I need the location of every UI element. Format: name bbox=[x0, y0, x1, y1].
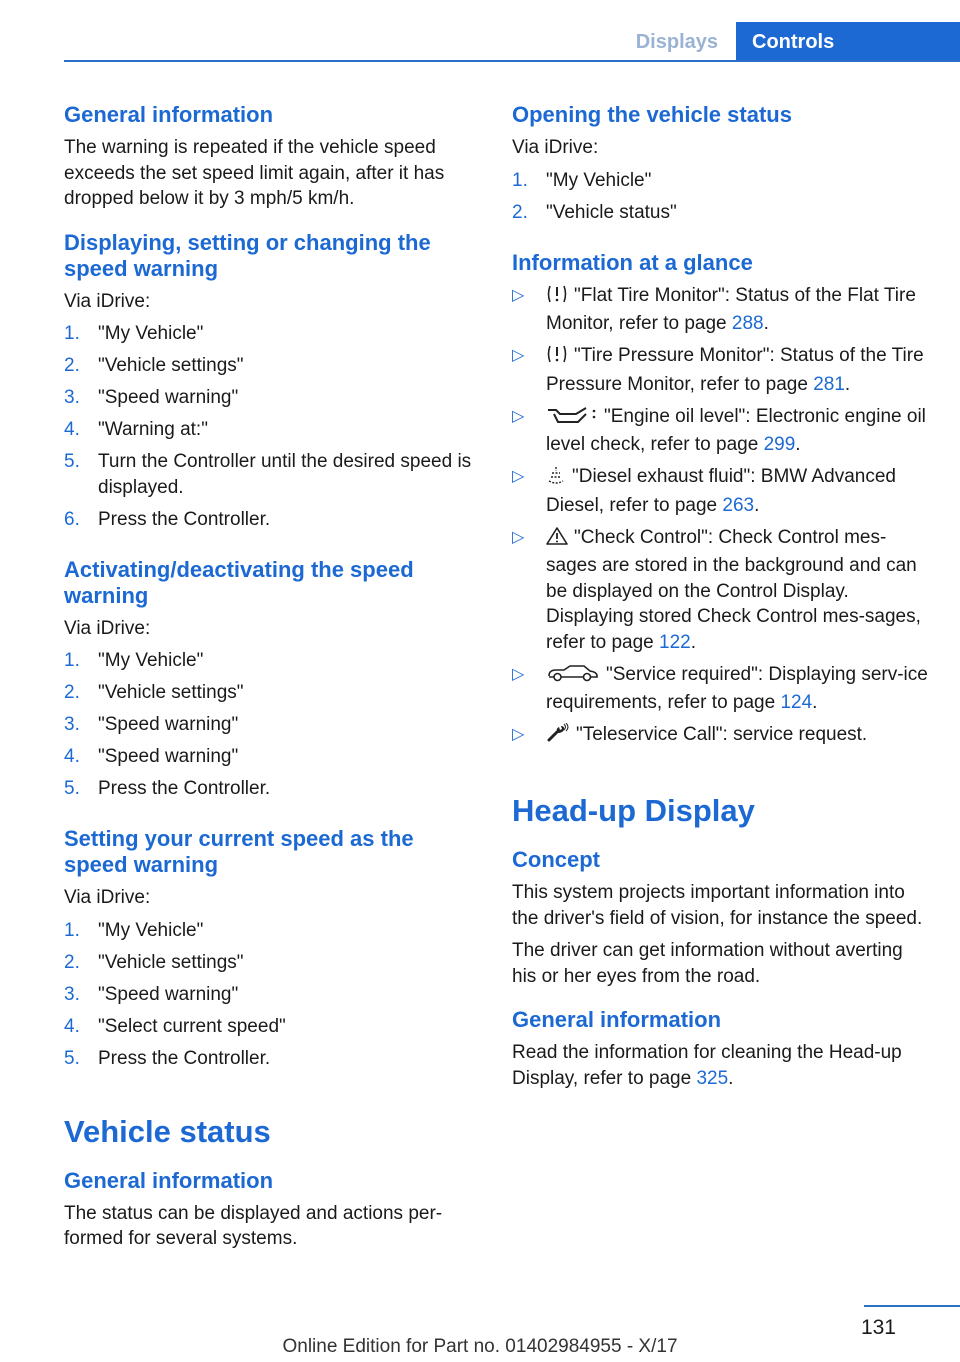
paragraph: The status can be displayed and actions per-formed for several systems. bbox=[64, 1202, 443, 1249]
edition-footer: Online Edition for Part no. 01402984955 - X/17 bbox=[282, 1336, 678, 1357]
list-item bbox=[64, 449, 478, 500]
flat-tire-icon bbox=[546, 284, 568, 312]
list-item bbox=[64, 648, 478, 674]
section-title: Information at a glance bbox=[512, 249, 753, 275]
tire-pressure-icon bbox=[546, 344, 568, 372]
paragraph: The warning is repeated if the vehicle speed exceeds the set speed limit again, after it has dropped below it by 3 mph/5 km/h. bbox=[64, 137, 445, 209]
bullet-triangle-icon: ▷ bbox=[512, 286, 525, 304]
steps-list bbox=[64, 918, 478, 1072]
list-number: 5. bbox=[64, 451, 80, 472]
page-link[interactable]: 124 bbox=[780, 692, 813, 713]
via-label: Via iDrive: bbox=[512, 137, 599, 158]
section-title: General information bbox=[64, 102, 274, 127]
warning-triangle-icon bbox=[546, 526, 568, 554]
list-item bbox=[64, 353, 478, 379]
list-text: "My Vehicle" bbox=[98, 650, 204, 671]
list-text: "Speed warning" bbox=[98, 387, 239, 408]
page-link[interactable]: 263 bbox=[722, 494, 755, 516]
tab-controls[interactable]: Controls bbox=[736, 22, 960, 62]
list-item bbox=[64, 385, 478, 411]
list-item: ▷ "Service required": Displaying serv-ice requirements, refer to page 124. bbox=[512, 663, 928, 713]
list-text: "Speed warning" bbox=[98, 983, 239, 1005]
section-title: Setting your current speed as the speed warning bbox=[64, 826, 414, 877]
paragraph: This system projects important information into the driver's field of vision, for instance the speed. bbox=[512, 882, 923, 929]
tab-displays[interactable]: Displays bbox=[635, 31, 718, 53]
list-number: 1. bbox=[64, 650, 80, 671]
page-link[interactable]: 325 bbox=[696, 1067, 729, 1089]
list-number: 2. bbox=[64, 682, 80, 703]
list-number: 3. bbox=[64, 714, 80, 735]
list-text: "Speed warning" bbox=[98, 714, 239, 735]
list-item bbox=[64, 982, 478, 1008]
list-text: "My Vehicle" bbox=[546, 169, 652, 191]
list-item bbox=[512, 200, 928, 226]
list-number: 4. bbox=[64, 746, 80, 767]
list-number: 2. bbox=[64, 951, 80, 973]
section-title: Opening the vehicle status bbox=[512, 102, 792, 127]
via-label: Via iDrive: bbox=[64, 617, 151, 639]
list-text: Turn the Controller until the desired speed is displayed. bbox=[98, 451, 472, 498]
list-text: "Diesel exhaust fluid": BMW Advanced Diesel, refer to page bbox=[546, 466, 896, 516]
steps-list bbox=[512, 168, 928, 226]
list-number: 4. bbox=[64, 419, 80, 440]
list-number: 1. bbox=[64, 919, 80, 941]
list-item: ▷ "Tire Pressure Monitor": Status of the Tire Pressure Monitor, refer to page 281. bbox=[512, 345, 924, 395]
paragraph: The driver can get information without averting his or her eyes from the road. bbox=[512, 940, 903, 987]
list-item: ▷ "Check Control": Check Control mes-sages are stored in the background and can be displayed on the Control Display. Displaying stored Check Control mes-sages, refer to page 122. bbox=[512, 526, 921, 653]
page-header bbox=[0, 0, 960, 62]
page-link[interactable]: 299 bbox=[763, 434, 796, 455]
steps-list bbox=[64, 648, 478, 802]
list-item bbox=[64, 712, 478, 738]
list-number: 3. bbox=[64, 387, 80, 408]
list-item: ▷ "Diesel exhaust fluid": BMW Advanced Diesel, refer to page 263. bbox=[512, 466, 896, 516]
list-item bbox=[64, 507, 478, 533]
page-link[interactable]: 281 bbox=[813, 373, 845, 395]
list-number: 1. bbox=[512, 169, 528, 191]
list-text: Press the Controller. bbox=[98, 1047, 271, 1069]
list-number: 5. bbox=[64, 778, 80, 799]
list-text: "Check Control": Check Control mes-sages are stored in the background and can be displayed on the Control Display. Displaying stored Check Control mes-sages, refer to page bbox=[546, 526, 921, 653]
oil-can-icon bbox=[546, 405, 598, 433]
list-item bbox=[64, 1046, 478, 1072]
list-item bbox=[512, 722, 928, 751]
glance-list bbox=[512, 283, 928, 751]
right-column bbox=[512, 102, 928, 1091]
list-text: "Engine oil level": Electronic engine oil level check, refer to page bbox=[546, 405, 926, 455]
list-number: 2. bbox=[512, 201, 528, 223]
list-item bbox=[64, 918, 478, 944]
list-number: 6. bbox=[64, 508, 80, 530]
list-item bbox=[64, 417, 478, 443]
bullet-triangle-icon: ▷ bbox=[512, 528, 525, 546]
list-number: 2. bbox=[64, 355, 80, 376]
bullet-triangle-icon: ▷ bbox=[512, 468, 525, 485]
list-text: "Tire Pressure Monitor": Status of the Tire Pressure Monitor, refer to page bbox=[546, 345, 924, 395]
list-text: "Speed warning" bbox=[98, 746, 239, 767]
list-item bbox=[64, 1014, 478, 1040]
paragraph-text: Read the information for cleaning the Head-up Display, refer to page bbox=[512, 1042, 902, 1089]
list-number: 3. bbox=[64, 983, 80, 1005]
chapter-title: Vehicle status bbox=[64, 1113, 271, 1149]
list-text: "Vehicle settings" bbox=[98, 682, 244, 703]
list-item bbox=[64, 950, 478, 976]
page-number: 131 bbox=[860, 1316, 896, 1339]
list-text: Press the Controller. bbox=[98, 508, 271, 530]
via-label: Via iDrive: bbox=[64, 887, 151, 908]
list-number: 5. bbox=[64, 1047, 80, 1069]
section-title: Activating/deactivating the speed warning bbox=[64, 556, 414, 608]
steps-list bbox=[64, 321, 478, 532]
service-car-icon bbox=[546, 663, 600, 691]
page-link[interactable]: 288 bbox=[731, 313, 764, 334]
list-text: "Flat Tire Monitor": Status of the Flat Tire Monitor, refer to page bbox=[546, 284, 916, 334]
list-item bbox=[64, 680, 478, 706]
list-text: "Select current speed" bbox=[98, 1015, 286, 1037]
section-title: Displaying, setting or changing the speed warning bbox=[64, 229, 431, 281]
section-title: Concept bbox=[512, 847, 600, 872]
list-item bbox=[64, 744, 478, 770]
list-text: "Vehicle settings" bbox=[98, 355, 244, 376]
list-number: 4. bbox=[64, 1015, 80, 1037]
left-column bbox=[64, 102, 478, 1252]
header-rule bbox=[64, 60, 960, 62]
page-link[interactable]: 122 bbox=[659, 631, 691, 653]
paragraph: Read the information for cleaning the Head-up Display, refer to page 325. bbox=[512, 1042, 902, 1089]
list-text: Press the Controller. bbox=[98, 778, 271, 799]
bullet-triangle-icon: ▷ bbox=[512, 726, 525, 743]
via-label: Via iDrive: bbox=[64, 290, 151, 312]
diesel-fluid-icon bbox=[546, 465, 566, 493]
list-item bbox=[64, 321, 478, 347]
list-item: ▷ "Flat Tire Monitor": Status of the Flat Tire Monitor, refer to page 288. bbox=[512, 284, 916, 334]
bullet-triangle-icon: ▷ bbox=[512, 347, 525, 364]
list-text: "Vehicle settings" bbox=[98, 951, 244, 973]
bullet-triangle-icon: ▷ bbox=[512, 407, 525, 425]
list-item: ▷ "Engine oil level": Electronic engine oil level check, refer to page 299. bbox=[512, 405, 926, 455]
chapter-title: Head-up Display bbox=[512, 793, 755, 828]
bullet-triangle-icon: ▷ bbox=[512, 665, 525, 683]
footer-rule bbox=[864, 1305, 960, 1307]
section-title: General information bbox=[64, 1167, 274, 1193]
list-text: "Warning at:" bbox=[98, 419, 208, 440]
list-number: 1. bbox=[64, 323, 80, 344]
list-text: "Teleservice Call": service request. bbox=[576, 724, 868, 745]
list-item bbox=[512, 168, 928, 194]
list-item bbox=[64, 776, 478, 802]
list-text: "My Vehicle" bbox=[98, 919, 204, 941]
section-title: General information bbox=[512, 1007, 722, 1032]
list-text: "Vehicle status" bbox=[546, 201, 677, 223]
list-text: "Service required": Displaying serv-ice requirements, refer to page bbox=[546, 663, 928, 713]
list-text: "My Vehicle" bbox=[98, 323, 204, 344]
wrench-signal-icon bbox=[546, 723, 570, 751]
